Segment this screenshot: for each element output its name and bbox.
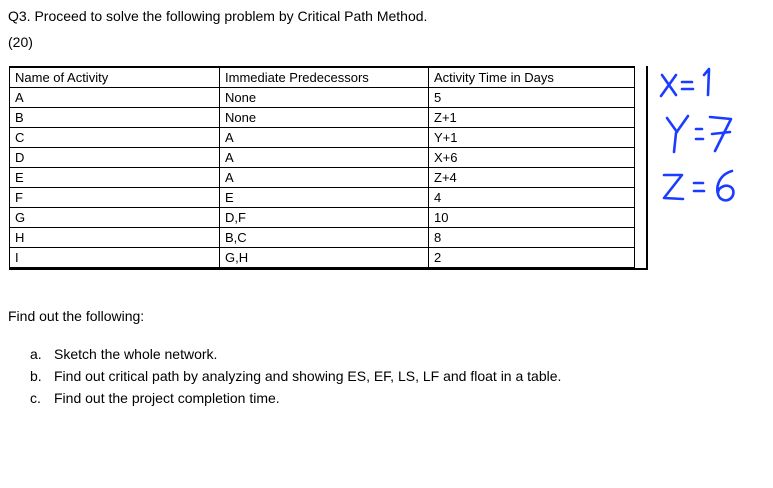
predecessor-cell: A: [220, 168, 429, 188]
activity-name-cell: H: [10, 228, 220, 248]
activity-time-cell: Z+1: [429, 108, 635, 128]
task-letter: c.: [30, 390, 41, 406]
activity-name-cell: C: [10, 128, 220, 148]
question-marks: (20): [8, 34, 33, 50]
activity-time-cell: Y+1: [429, 128, 635, 148]
task-text: Sketch the whole network.: [54, 346, 218, 362]
table-row: [10, 128, 635, 148]
predecessor-cell: A: [220, 148, 429, 168]
activity-time-cell: 10: [429, 208, 635, 228]
handwritten-x-equals-1: [661, 69, 709, 96]
predecessor-cell: D,F: [220, 208, 429, 228]
table-row: [10, 228, 635, 248]
predecessor-cell: A: [220, 128, 429, 148]
activity-table: [9, 66, 635, 268]
activity-name-cell: E: [10, 168, 220, 188]
activity-name-cell: A: [10, 88, 220, 108]
predecessor-cell: B,C: [220, 228, 429, 248]
activity-name-cell: B: [10, 108, 220, 128]
handwritten-y-equals-7: [667, 116, 731, 152]
predecessor-cell: E: [220, 188, 429, 208]
handwritten-z-equals-6: [664, 171, 733, 200]
activity-name-cell: G: [10, 208, 220, 228]
predecessor-cell: G,H: [220, 248, 429, 268]
table-row: [10, 148, 635, 168]
predecessor-cell: None: [220, 108, 429, 128]
table-header-row: [10, 67, 635, 88]
table-row: [10, 208, 635, 228]
task-text: Find out the project completion time.: [54, 390, 280, 406]
task-item-b: [30, 365, 561, 387]
task-item-a: [30, 343, 561, 365]
activity-time-cell: 5: [429, 88, 635, 108]
activity-time-cell: 4: [429, 188, 635, 208]
activity-name-cell: F: [10, 188, 220, 208]
question-title: Q3. Proceed to solve the following problem by Critical Path Method.: [8, 8, 428, 24]
activity-time-cell: 8: [429, 228, 635, 248]
task-list: [30, 343, 561, 409]
task-letter: b.: [30, 368, 42, 384]
task-text: Find out critical path by analyzing and showing ES, EF, LS, LF and float in a table.: [54, 368, 562, 384]
table-row: [10, 88, 635, 108]
activity-time-cell: Z+4: [429, 168, 635, 188]
instructions-intro: Find out the following:: [8, 308, 145, 324]
activity-time-cell: 2: [429, 248, 635, 268]
activity-time-cell: X+6: [429, 148, 635, 168]
task-item-c: [30, 387, 561, 409]
table-header-cell: Immediate Predecessors: [220, 67, 429, 88]
activity-name-cell: I: [10, 248, 220, 268]
activity-name-cell: D: [10, 148, 220, 168]
table-row: [10, 188, 635, 208]
table-row: [10, 248, 635, 268]
handwritten-values: [640, 55, 773, 220]
table-row: [10, 108, 635, 128]
table-header-cell: Activity Time in Days: [429, 67, 635, 88]
task-letter: a.: [30, 346, 42, 362]
predecessor-cell: None: [220, 88, 429, 108]
table-header-cell: Name of Activity: [10, 67, 220, 88]
table-row: [10, 168, 635, 188]
